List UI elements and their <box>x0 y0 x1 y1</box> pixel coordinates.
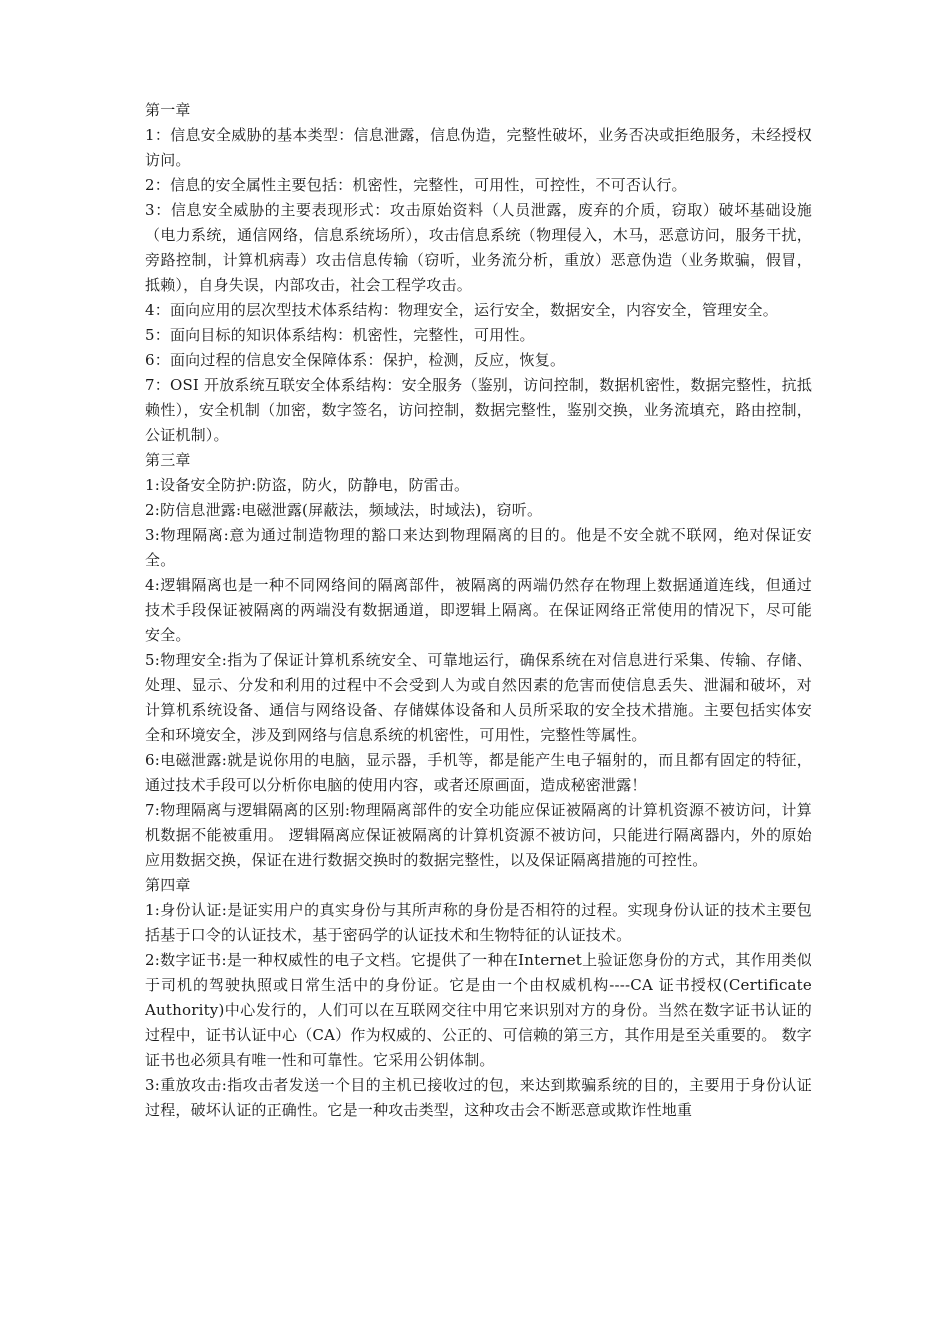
chapter-heading: 第一章 <box>145 101 191 119</box>
paragraph: 3：信息安全威胁的主要表现形式：攻击原始资料（人员泄露，废弃的介质，窃取）破坏基础设施（电力系统，通信网络，信息系统场所），攻击信息系统（物理侵入，木马，恶意访问，服务干扰，旁路控制，计算机病毒）攻击信息传输（窃听，业务流分析，重放）恶意伪造（业务欺骗，假冒，抵赖），自身失误，内部攻击，社会工程学攻击。 <box>145 201 812 294</box>
paragraph: 3:物理隔离:意为通过制造物理的豁口来达到物理隔离的目的。他是不安全就不联网，绝对保证安全。 <box>145 526 812 569</box>
paragraph: 7：OSI 开放系统互联安全体系结构：安全服务（鉴别，访问控制，数据机密性，数据完整性，抗抵赖性），安全机制（加密，数字签名，访问控制，数据完整性，鉴别交换，业务流填充，路由控制，公证机制）。 <box>145 376 813 444</box>
paragraph: 2:数字证书:是一种权威性的电子文档。它提供了一种在Internet上验证您身份的方式，其作用类似于司机的驾驶执照或日常生活中的身份证。它是由一个由权威机构----CA 证书授权(Certificate Authority)中心发行的，人们可以在互联网交往中用它来识别对方的身份。当然在数字证书认证的过程中，证书认证中心（CA）作为权威的、公正的、可信赖的第三方，其作用是至关重要的。 数字证书也必须具有唯一性和可靠性。它采用公钥体制。 <box>145 951 812 1069</box>
paragraph: 5：面向目标的知识体系结构：机密性，完整性，可用性。 <box>145 326 535 344</box>
paragraph: 7:物理隔离与逻辑隔离的区别:物理隔离部件的安全功能应保证被隔离的计算机资源不被访问，计算机数据不能被重用。 逻辑隔离应保证被隔离的计算机资源不被访问，只能进行隔离器内，外的原始应用数据交换，保证在进行数据交换时的数据完整性，以及保证隔离措施的可控性。 <box>145 801 812 869</box>
paragraph: 4:逻辑隔离也是一种不同网络间的隔离部件，被隔离的两端仍然存在物理上数据通道连线，但通过技术手段保证被隔离的两端没有数据通道，即逻辑上隔离。在保证网络正常使用的情况下，尽可能安全。 <box>145 576 812 644</box>
paragraph: 6：面向过程的信息安全保障体系：保护，检测，反应，恢复。 <box>145 351 566 369</box>
paragraph: 3:重放攻击:指攻击者发送一个目的主机已接收过的包，来达到欺骗系统的目的，主要用于身份认证过程，破坏认证的正确性。它是一种攻击类型，这种攻击会不断恶意或欺诈性地重 <box>145 1076 812 1119</box>
chapter-heading: 第四章 <box>145 876 191 894</box>
document-page <box>145 98 812 1123</box>
paragraph: 1:设备安全防护:防盗，防火，防静电，防雷击。 <box>145 476 470 494</box>
paragraph: 2：信息的安全属性主要包括：机密性，完整性，可用性，可控性，不可否认行。 <box>145 176 687 194</box>
chapter-4-section <box>145 873 812 1123</box>
paragraph: 4：面向应用的层次型技术体系结构：物理安全，运行安全，数据安全，内容安全，管理安全。 <box>145 301 778 319</box>
paragraph: 5:物理安全:指为了保证计算机系统安全、可靠地运行，确保系统在对信息进行采集、传输、存储、处理、显示、分发和利用的过程中不会受到人为或自然因素的危害而使信息丢失、泄漏和破坏，对计算机系统设备、通信与网络设备、存储媒体设备和人员所采取的安全技术措施。主要包括实体安全和环境安全，涉及到网络与信息系统的机密性，可用性，完整性等属性。 <box>145 651 812 744</box>
chapter-heading: 第三章 <box>145 451 191 469</box>
paragraph: 6:电磁泄露:就是说你用的电脑，显示器，手机等，都是能产生电子辐射的，而且都有固定的特征，通过技术手段可以分析你电脑的使用内容，或者还原画面，造成秘密泄露！ <box>145 751 812 794</box>
chapter-3-section <box>145 448 812 873</box>
paragraph: 1:身份认证:是证实用户的真实身份与其所声称的身份是否相符的过程。实现身份认证的技术主要包括基于口令的认证技术，基于密码学的认证技术和生物特征的认证技术。 <box>145 901 812 944</box>
paragraph: 2:防信息泄露:电磁泄露(屏蔽法，频域法，时域法)，窃听。 <box>145 501 543 519</box>
paragraph: 1：信息安全威胁的基本类型：信息泄露，信息伪造，完整性破坏，业务否决或拒绝服务，未经授权访问。 <box>145 126 812 169</box>
chapter-1-section <box>145 98 812 448</box>
